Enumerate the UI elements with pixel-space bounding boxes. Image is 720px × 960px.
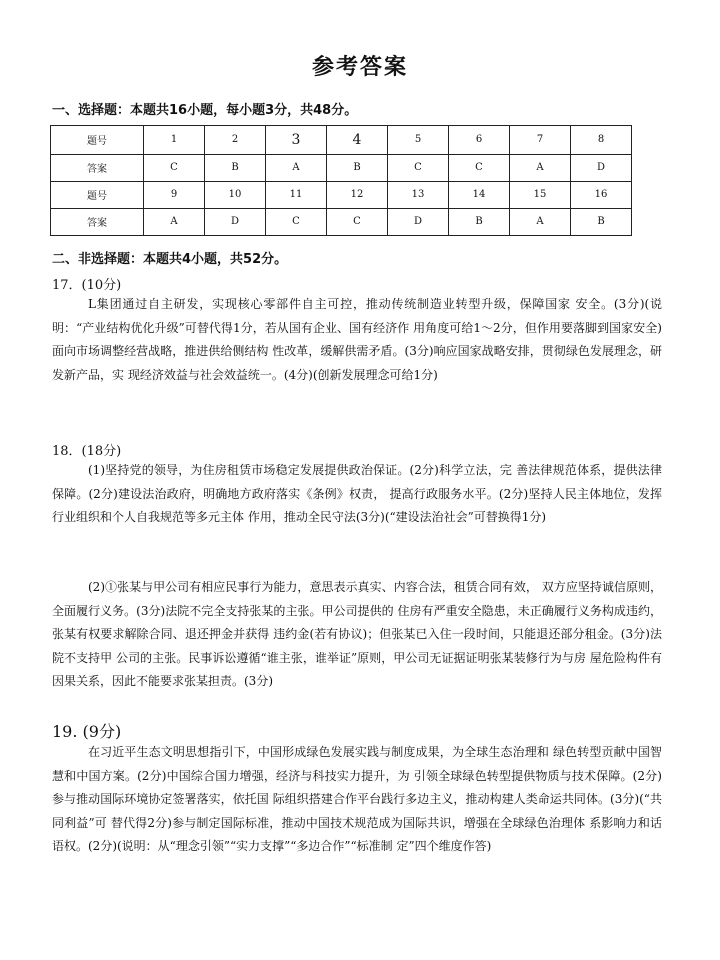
question-number: 11: [266, 181, 327, 208]
row-label-question: 题号: [51, 181, 144, 208]
question-number: 12: [327, 181, 388, 208]
row-label-answer: 答案: [51, 154, 144, 181]
answer-cell: A: [144, 208, 205, 235]
question-number: 1: [144, 126, 205, 155]
answer-cell: B: [205, 154, 266, 181]
answer-cell: B: [449, 208, 510, 235]
answer-cell: B: [571, 208, 632, 235]
question-19-answer: 在习近平生态文明思想指引下，中国形成绿色发展实践与制度成果，为全球生态治理和 绿色转型贡献中国智慧和中国方案。(2分)中国综合国力增强，经济与科技实力提升，为 引领全球绿色转型提供物质与技术保障。(2分)参与推动国际环境协定签署落实，依托国 际组织搭建合作平台践行多边主义，推动构建人类命运共同体。(3分)(“共同利益”可 替代得2分)参与制定国际标准，推动中国技术规范成为国际共识，增强在全球绿色治理体 系影响力和话语权。(2分)(说明：从“理念引领”“实力支撑”“多边合作”“标准制 定”四个维度作答): [52, 745, 662, 853]
question-18-header: 18．(18分): [52, 444, 122, 459]
answer-table: [50, 125, 632, 236]
answer-cell: A: [510, 154, 571, 181]
question-19-header: 19. (9分): [52, 722, 122, 741]
question-number: 14: [449, 181, 510, 208]
question-17-answer: L集团通过自主研发，实现核心零部件自主可控，推动传统制造业转型升级，保障国家 安全。(3分)(说明：“产业结构优化升级”可替代得1分，若从国有企业、国有经济作 用角度可给1～2分，但作用要落脚到国家安全)面向市场调整经营战略，推进供给侧结构 性改革，缓解供需矛盾。(3分)响应国家战略安排，贯彻绿色发展理念，研发新产品，实 现经济效益与社会效益统一。(4分)(创新发展理念可给1分): [52, 297, 662, 382]
question-number: 7: [510, 126, 571, 155]
question-number: 8: [571, 126, 632, 155]
question-18-part-2: (2)①张某与甲公司有相应民事行为能力，意思表示真实、内容合法，租赁合同有效， 双方应坚持诚信原则，全面履行义务。(3分)法院不完全支持张某的主张。甲公司提供的 住房有严重安全隐患，未正确履行义务构成违约，张某有权要求解除合同、退还押金并获得 违约金(若有协议)；但张某已入住一段时间，只能退还部分租金。(3分)法院不支持甲 公司的主张。民事诉讼遵循“谁主张，谁举证”原则，甲公司无证据证明张某装修行为与房 屋危险构件有因果关系，因此不能要求张某担责。(3分): [52, 580, 662, 688]
section-2-heading: 二、非选择题：本题共4小题，共52分。: [52, 252, 288, 267]
question-number: 2: [205, 126, 266, 155]
table-row: [51, 154, 632, 181]
table-row: [51, 181, 632, 208]
question-17-header: 17．(10分): [52, 278, 122, 293]
page-title: 参考答案: [311, 55, 408, 80]
row-label-question: 题号: [51, 126, 144, 155]
answer-cell: C: [266, 208, 327, 235]
answer-cell: C: [449, 154, 510, 181]
question-number: 10: [205, 181, 266, 208]
answer-cell: D: [205, 208, 266, 235]
question-number: 9: [144, 181, 205, 208]
question-number: 3: [266, 126, 327, 155]
answer-cell: A: [266, 154, 327, 181]
question-number: 6: [449, 126, 510, 155]
answer-cell: C: [144, 154, 205, 181]
table-row: [51, 126, 632, 155]
question-number: 5: [388, 126, 449, 155]
answer-cell: C: [327, 208, 388, 235]
answer-cell: D: [571, 154, 632, 181]
row-label-answer: 答案: [51, 208, 144, 235]
question-number: 15: [510, 181, 571, 208]
answer-cell: C: [388, 154, 449, 181]
answer-cell: A: [510, 208, 571, 235]
section-1-heading: 一、选择题：本题共16小题，每小题3分，共48分。: [52, 103, 358, 118]
answer-cell: B: [327, 154, 388, 181]
question-number: 13: [388, 181, 449, 208]
question-18-part-1: (1)坚持党的领导，为住房租赁市场稳定发展提供政治保证。(2分)科学立法，完 善法律规范体系，提供法律保障。(2分)建设法治政府，明确地方政府落实《条例》权责， 提高行政服务水平。(2分)坚持人民主体地位，发挥行业组织和个人自我规范等多元主体 作用，推动全民守法(3分)(“建设法治社会”可替换得1分): [52, 463, 662, 524]
answer-cell: D: [388, 208, 449, 235]
question-number: 16: [571, 181, 632, 208]
question-number: 4: [327, 126, 388, 155]
table-row: [51, 208, 632, 235]
